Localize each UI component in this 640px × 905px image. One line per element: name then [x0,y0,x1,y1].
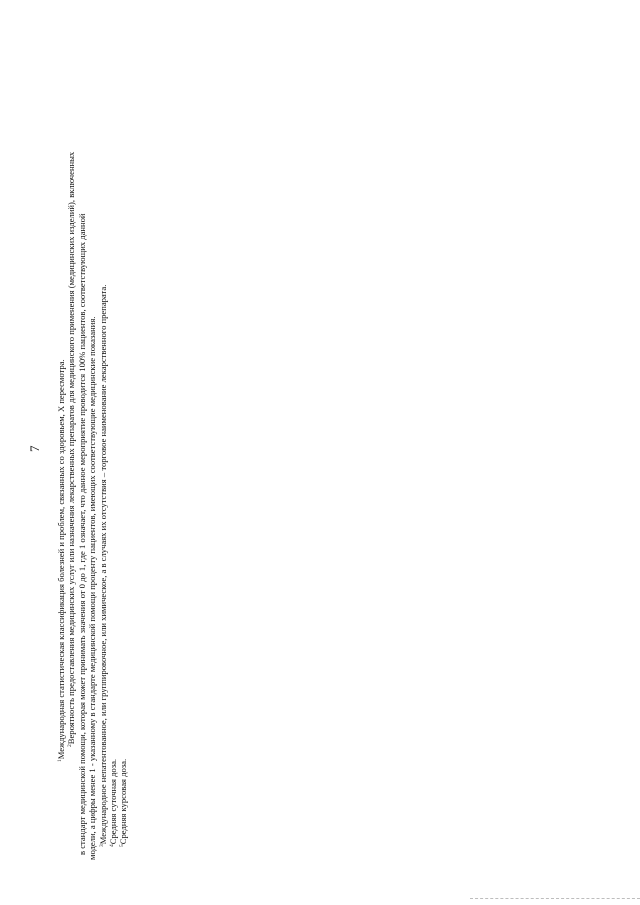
footnotes [56,0,129,905]
page-number: 7 [27,445,42,452]
footnote-text: Средняя курсовая доза. [118,758,129,845]
footnote-text: Средняя суточная доза. [107,758,118,845]
footnote-4 [108,0,118,847]
footnote-2-continuation [77,0,87,855]
footnote-2-continuation [87,0,97,860]
footnote-1 [56,0,66,762]
footnote-text: Международное непатентованное, или группировочное, или химическое, а в случаях их отсутствия – торговое наименование лекарственного препарата. [97,284,108,845]
footnote-mark: 5 [119,844,126,847]
footnote-mark: 4 [108,844,115,847]
footnote-mark: 1 [57,759,63,762]
footnote-text: в стандарт медицинской помощи, которая может принимать значения от 0 до 1, где 1 означает, что данное мероприятие проводится 100% пациентов, соответствующих данной [76,213,87,855]
footnote-mark: 2 [67,744,74,747]
footnote-text: Международная статистическая классификация болезней и проблем, связанных со здоровьем, X пересмотра. [56,359,66,760]
footnote-2 [66,0,76,747]
footnote-mark: 3 [98,844,105,847]
footnote-text: Вероятность предоставления медицинских услуг или назначения лекарственных препаратов для медицинского применения (медицинских изделий), включенных [66,151,77,745]
footnote-3 [98,0,108,847]
footnote-5 [118,0,128,847]
scan-edge-line [470,898,640,899]
footnote-text: модели, а цифры менее 1 - указанному в стандарте медицинской помощи проценту пациентов, имеющих соответствующие медицинские показания. [87,316,98,860]
